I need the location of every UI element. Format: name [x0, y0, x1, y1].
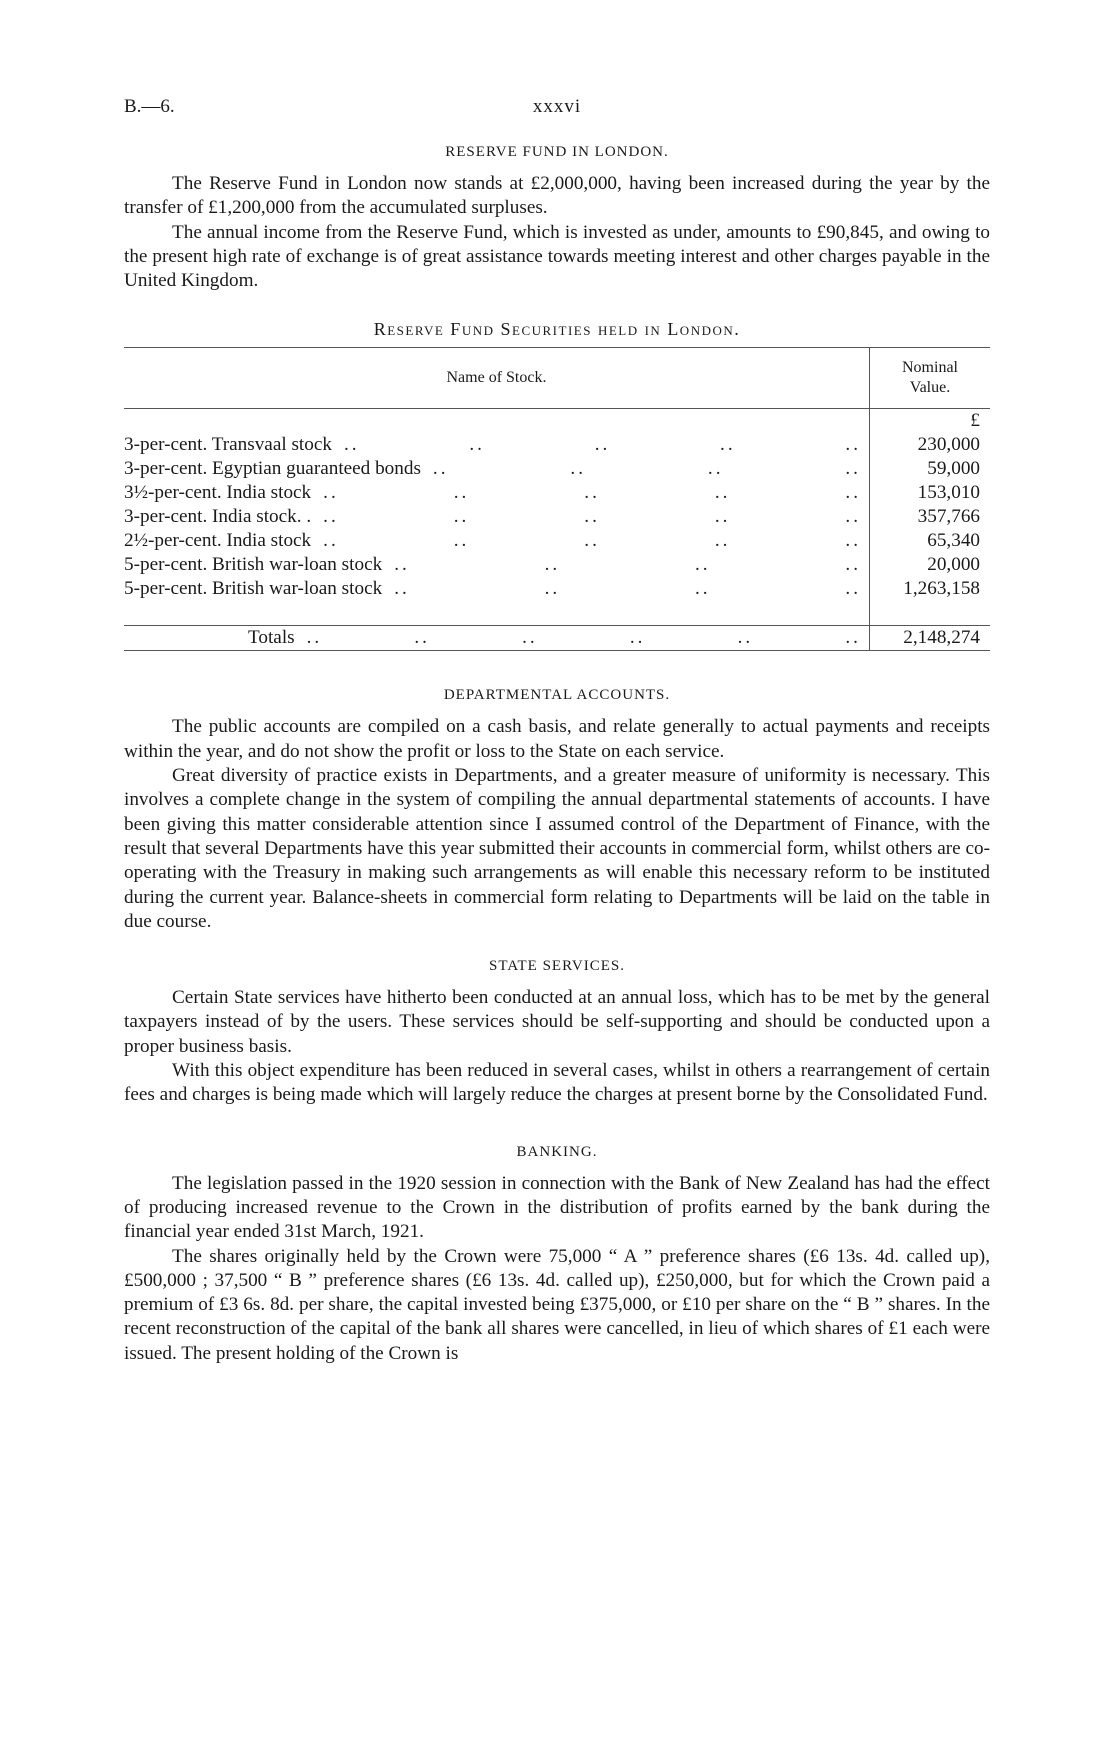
section-banking — [124, 1142, 990, 1366]
table-row: 3½-per-cent. India stock .. .. .. .. .. 153,010 — [124, 481, 990, 505]
totals-label: Totals — [248, 627, 295, 649]
unit-row — [124, 409, 990, 434]
section-heading: BANKING. — [516, 1143, 598, 1160]
section-state-services — [124, 956, 990, 1107]
paragraph: The shares originally held by the Crown were 75,000 “ A ” preference shares (£6 13s. 4d. called up), £500,000 ; 37,500 “ B ” preference shares (£6 13s. 4d. called up), £250,000, but for which the Crown paid a premium of £3 6s. 8d. per share, the capital invested being £375,000, or £10 per share on the “ B ” shares. In the recent reconstruction of the capital of the bank all shares were cancelled, in lieu of which shares of £1 each were issued. The present holding of the Crown is — [124, 1245, 990, 1364]
stock-name: 3½-per-cent. India stock — [124, 482, 312, 504]
section-reserve-fund — [124, 142, 990, 293]
spacer-row — [124, 601, 990, 626]
paragraph: The annual income from the Reserve Fund, which is invested as under, amounts to £90,845, and owing to the present high rate of exchange is of great assistance towards meeting interest and other charges payable in the United Kingdom. — [124, 221, 990, 292]
table-row: 5-per-cent. British war-loan stock .. .. .. .. 1,263,158 — [124, 577, 990, 601]
paragraph: The Reserve Fund in London now stands at £2,000,000, having been increased during the year by the transfer of £1,200,000 from the accumulated surpluses. — [124, 173, 990, 219]
table-row: 3-per-cent. India stock. . .. .. .. .. .. 357,766 — [124, 505, 990, 529]
table-caption: Reserve Fund Securities held in London. — [373, 319, 741, 340]
paragraph: Great diversity of practice exists in Departments, and a greater measure of uniformity is necessary. This involves a complete change in the system of compiling the annual departmental statements of accounts. I have been giving this matter considerable attention since I assumed control of the Department of Finance, with the result that several Departments have this year submitted their accounts in commercial form, whilst others are co-operating with the Treasury in making such arrangements as will enable this necessary reform to be instituted during the current year. Balance-sheets in commercial form relating to Departments will be laid on the table in due course. — [124, 765, 990, 932]
stock-value: 20,000 — [870, 553, 991, 577]
stock-name: 3-per-cent. Transvaal stock — [124, 434, 332, 456]
section-heading: DEPARTMENTAL ACCOUNTS. — [443, 687, 671, 704]
column-header-value-line-2: Value. — [909, 379, 951, 397]
table-row: 3-per-cent. Egyptian guaranteed bonds .. .. .. .. 59,000 — [124, 457, 990, 481]
stock-name: 2½-per-cent. India stock — [124, 530, 312, 552]
table-row: 2½-per-cent. India stock .. .. .. .. .. 65,340 — [124, 529, 990, 553]
paragraph: With this object expenditure has been reduced in several cases, whilst in others a rearrangement of certain fees and charges is being made which will largely reduce the charges at present borne by the Consolidated Fund. — [124, 1060, 990, 1106]
stock-value: 59,000 — [870, 457, 991, 481]
page-number: xxxvi — [532, 96, 582, 117]
paragraph: The legislation passed in the 1920 session in connection with the Bank of New Zealand has had the effect of producing increased revenue to the Crown in the distribution of profits earned by the bank during the financial year ended 31st March, 1921. — [124, 1172, 990, 1243]
folio-reference: B.—6. — [124, 96, 175, 117]
securities-table — [124, 347, 990, 651]
stock-value: 153,010 — [870, 481, 991, 505]
section-departmental-accounts — [124, 685, 990, 934]
section-heading: RESERVE FUND IN LONDON. — [445, 144, 669, 160]
column-header-name: Name of Stock. — [124, 348, 870, 409]
totals-row: Totals .. .. .. .. .. .. 2,148,274 — [124, 626, 990, 651]
section-heading: STATE SERVICES. — [489, 958, 625, 975]
paragraph: The public accounts are compiled on a cash basis, and relate generally to actual payments and receipts within the year, and do not show the profit or loss to the State on each service. — [124, 716, 990, 762]
stock-value: 65,340 — [870, 529, 991, 553]
table-row: 5-per-cent. British war-loan stock .. .. .. .. 20,000 — [124, 553, 990, 577]
stock-value: 357,766 — [870, 505, 991, 529]
column-header-value-line-1: Nominal — [902, 359, 958, 377]
stock-name: 5-per-cent. British war-loan stock — [124, 578, 383, 600]
stock-name: 3-per-cent. Egyptian guaranteed bonds — [124, 458, 421, 480]
currency-unit: £ — [870, 409, 991, 434]
page-header — [124, 96, 990, 126]
stock-value: 1,263,158 — [870, 577, 991, 601]
stock-name: 3-per-cent. India stock. . — [124, 506, 312, 528]
table-row: 3-per-cent. Transvaal stock .. .. .. .. .. 230,000 — [124, 433, 990, 457]
paragraph: Certain State services have hitherto been conducted at an annual loss, which has to be met by the general taxpayers instead of by the users. These services should be self-supporting and should be conducted upon a proper business basis. — [124, 987, 990, 1057]
stock-value: 230,000 — [870, 433, 991, 457]
page-content — [124, 142, 990, 1366]
column-header-value — [870, 348, 991, 409]
totals-value: 2,148,274 — [870, 626, 991, 651]
table-header-row — [124, 348, 990, 409]
stock-name: 5-per-cent. British war-loan stock — [124, 554, 383, 576]
